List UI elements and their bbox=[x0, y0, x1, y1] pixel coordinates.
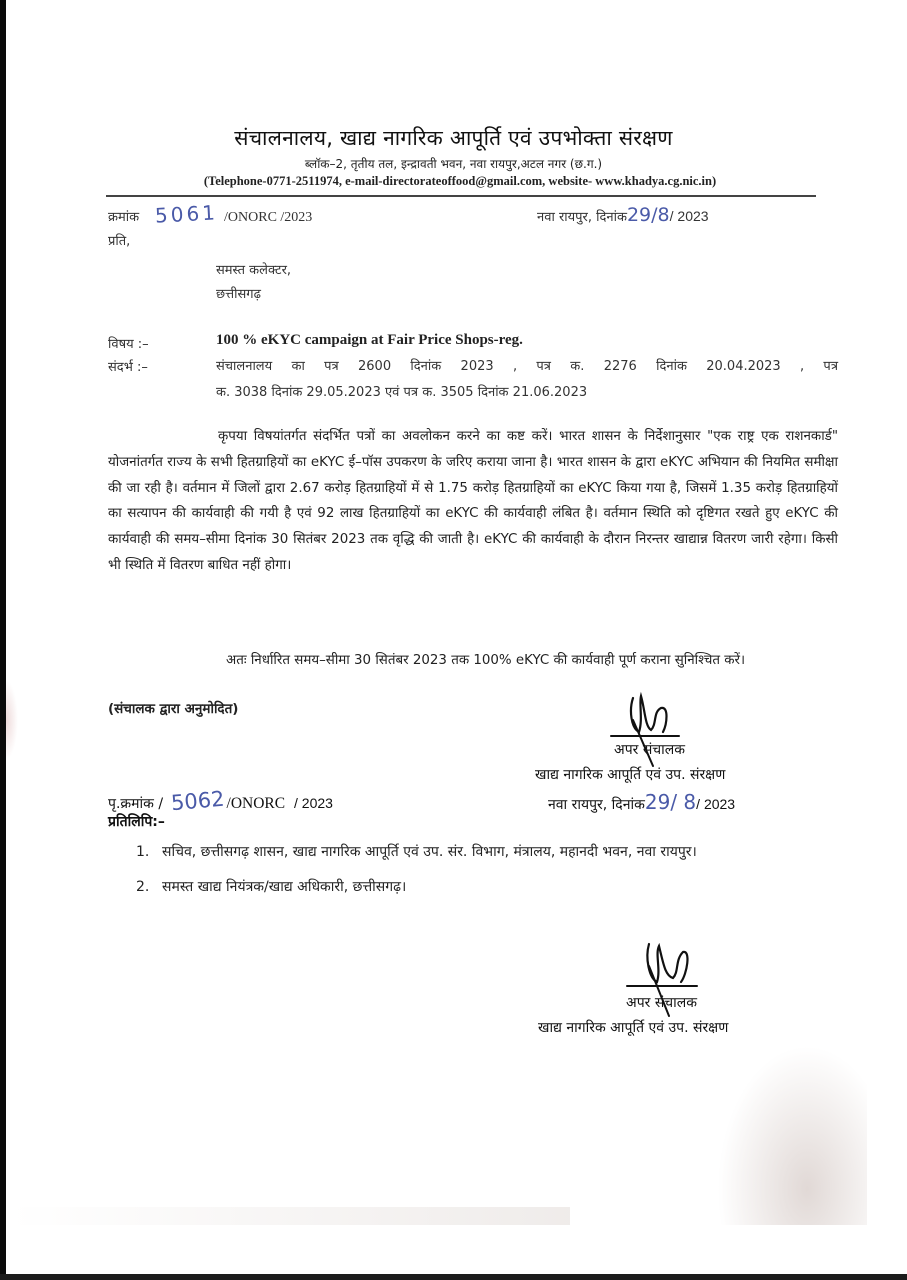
list-number: 2. bbox=[136, 879, 150, 895]
header-divider bbox=[106, 195, 816, 197]
signatory-designation-2: अपर संचालक bbox=[626, 995, 698, 1011]
copy-ref-label: पृ.क्रमांक / bbox=[108, 796, 164, 812]
office-address: ब्लॉक–2, तृतीय तल, इन्द्रावती भवन, नवा रायपुर,अटल नगर (छ.ग.) bbox=[304, 157, 603, 171]
letter-date bbox=[537, 204, 709, 226]
sign-place-date-label: नवा रायपुर, दिनांक bbox=[548, 797, 645, 813]
body-paragraph-2: अतः निर्धारित समय–सीमा 30 सितंबर 2023 तक 100% eKYC की कार्यवाही पूर्ण कराना सुनिश्चित करें। bbox=[226, 653, 746, 668]
sign-date-handwritten: 29/ 8 bbox=[644, 790, 697, 814]
copy-label: प्रतिलिपि:– bbox=[108, 814, 165, 830]
copy-ref-code: /ONORC bbox=[226, 795, 286, 812]
signatory-department-2: खाद्य नागरिक आपूर्ति एवं उप. संरक्षण bbox=[538, 1020, 729, 1036]
office-title: संचालनालय, खाद्य नागरिक आपूर्ति एवं उपभोक्ता संरक्षण bbox=[234, 126, 673, 150]
subject-label: विषय :– bbox=[108, 337, 149, 352]
office-contact: (Telephone-0771-2511974, e-mail-directorateoffood@gmail.com, website- www.khadya.cg.nic.in) bbox=[203, 174, 717, 188]
list-item bbox=[136, 873, 838, 902]
copy-reference bbox=[108, 786, 333, 816]
date-year: / 2023 bbox=[669, 208, 709, 224]
body-paragraph-1: कृपया विषयांतर्गत संदर्भित पत्रों का अवलोकन करने का कष्ट करें। भारत शासन के निर्देशानुसार "एक राष्ट्र एक राशनकार्ड" योजनांतर्गत राज्य के सभी हितग्राहियों का eKYC ई–पॉस उपकरण के जरिए कराया जाना है। भारत शासन के द्वारा eKYC अभियान की नियमित समीक्षा की जा रही है। वर्तमान में जिलों द्वारा 2.67 करोड़ हितग्राहियों में से 1.75 करोड़ हितग्राहियों का eKYC किया गया है, जिसमें 1.35 करोड़ हितग्राहियों का सत्यापन की कार्यवाही की गयी है एवं 92 लाख हितग्राहियों का eKYC की कार्यवाही लंबित है। वर्तमान स्थिति को दृष्टिगत रखते हुए eKYC की कार्यवाही की समय–सीमा दिनांक 30 सितंबर 2023 तक वृद्धि की जाती है। eKYC की कार्यवाही के दौरान निरन्तर खाद्यान्न वितरण जारी रहेगा। किसी भी स्थिति में वितरण बाधित नहीं होगा। bbox=[108, 429, 838, 573]
sign-date-year: / 2023 bbox=[696, 796, 736, 812]
subject-text: 100 % eKYC campaign at Fair Price Shops-reg. bbox=[216, 332, 523, 348]
signatory-department: खाद्य नागरिक आपूर्ति एवं उप. संरक्षण bbox=[535, 767, 726, 783]
reference-label: संदर्भ :– bbox=[108, 360, 148, 375]
signatory-designation: अपर संचालक bbox=[614, 742, 686, 758]
list-text: समस्त खाद्य नियंत्रक/खाद्य अधिकारी, छत्तीसगढ़। bbox=[162, 879, 407, 895]
list-item bbox=[136, 838, 838, 867]
ref-number-handwritten: 5061 bbox=[154, 200, 219, 228]
copy-ref-number-handwritten: 5062 bbox=[170, 786, 226, 816]
date-handwritten: 29/8 bbox=[626, 204, 670, 226]
reference-line-2: क. 3038 दिनांक 29.05.2023 एवं पत्र क. 3505 दिनांक 21.06.2023 bbox=[216, 385, 588, 400]
ref-label: क्रमांक bbox=[108, 210, 140, 225]
copy-ref-year: / 2023 bbox=[294, 795, 333, 811]
reference-line-1: संचालनालय का पत्र 2600 दिनांक 2023 , पत्र क. 2276 दिनांक 20.04.2023 , पत्र bbox=[216, 359, 838, 374]
to-label: प्रति, bbox=[108, 234, 131, 249]
copy-list bbox=[136, 838, 838, 902]
ref-code: /ONORC /2023 bbox=[224, 210, 313, 225]
recipient-line-2: छत्तीसगढ़ bbox=[216, 287, 261, 302]
list-text: सचिव, छत्तीसगढ़ शासन, खाद्य नागरिक आपूर्ति एवं उप. संर. विभाग, मंत्रालय, महानदी भवन, नवा रायपुर। bbox=[162, 844, 697, 860]
signatory-date bbox=[548, 790, 735, 814]
letter-reference bbox=[108, 202, 312, 226]
place-date-label: नवा रायपुर, दिनांक bbox=[537, 210, 627, 225]
list-number: 1. bbox=[136, 844, 150, 860]
approval-note: (संचालक द्वारा अनुमोदित) bbox=[108, 701, 239, 717]
recipient-line-1: समस्त कलेक्टर, bbox=[216, 263, 292, 278]
